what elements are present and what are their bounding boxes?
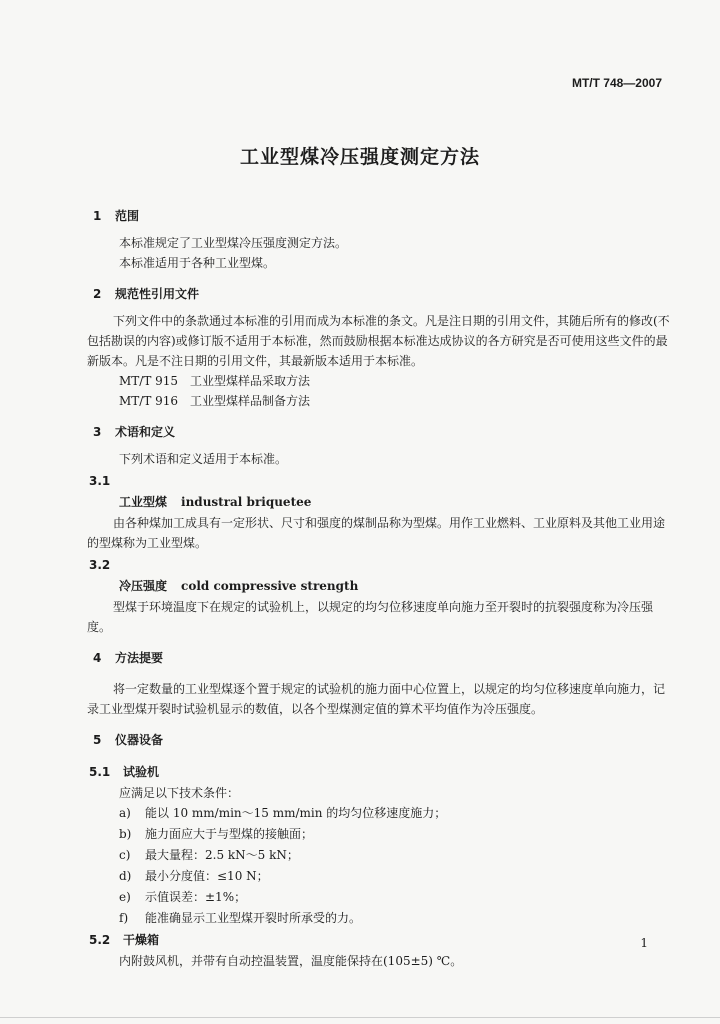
term-chinese: 工业型煤 xyxy=(119,495,168,509)
paragraph: 将一定数量的工业型煤逐个置于规定的试验机的施力面中心位置上，以规定的均匀位移速度单向施力，记录工业型煤开裂时试验机显示的数值，以各个型煤测定值的算术平均值作为冷压强度。 xyxy=(87,682,666,716)
section-number: 5 xyxy=(93,733,102,747)
list-label: d) xyxy=(119,869,132,883)
list-item xyxy=(93,803,663,824)
section-heading xyxy=(93,203,663,229)
page-bottom-rule xyxy=(0,1017,720,1018)
list-item xyxy=(93,845,663,866)
term-entry xyxy=(93,491,663,513)
paragraph: 本标准规定了工业型煤冷压强度测定方法。 xyxy=(119,236,348,250)
subsection-number: 5.2 xyxy=(89,933,111,947)
list-item xyxy=(93,908,663,929)
term-definition: 型煤于环境温度下在规定的试验机上，以规定的均匀位移速度单向施力至开裂时的抗裂强度称为冷压强度。 xyxy=(87,600,654,634)
document-body xyxy=(87,203,670,971)
clause-number: 3.1 xyxy=(89,474,111,488)
list-text: 最小分度值：≤10 N； xyxy=(145,869,269,883)
subsection-title: 试验机 xyxy=(123,765,160,779)
subsection-title: 干燥箱 xyxy=(123,933,160,947)
section-title: 术语和定义 xyxy=(115,425,176,439)
section-title: 规范性引用文件 xyxy=(115,287,200,301)
list-label: c) xyxy=(119,848,131,862)
paragraph: 下列文件中的条款通过本标准的引用而成为本标准的条文。凡是注日期的引用文件，其随后所有的修改(不包括勘误的内容)或修订版不适用于本标准，然而鼓励根据本标准达成协议的各方研究是否可使用这些文件的最新版本。凡是不注日期的引用文件，其最新版本适用于本标准。 xyxy=(87,314,670,368)
paragraph: 本标准适用于各种工业型煤。 xyxy=(119,256,276,270)
list-label: a) xyxy=(119,806,131,820)
section-title: 范围 xyxy=(115,209,140,223)
list-text: 示值误差：±1%； xyxy=(145,890,247,904)
clause-number: 3.2 xyxy=(89,558,111,572)
section-number: 2 xyxy=(93,287,102,301)
list-label: f) xyxy=(119,911,129,925)
paragraph: 应满足以下技术条件： xyxy=(119,786,240,800)
page-number: 1 xyxy=(640,936,648,950)
term-english: industral briquetee xyxy=(181,495,312,509)
term-chinese: 冷压强度 xyxy=(119,579,168,593)
subsection-number: 5.1 xyxy=(89,765,111,779)
term-english: cold compressive strength xyxy=(181,579,359,593)
list-item xyxy=(93,824,663,845)
normative-reference: MT/T 916 工业型煤样品制备方法 xyxy=(119,394,311,408)
subsection-heading xyxy=(89,761,663,783)
subsection-heading xyxy=(89,929,663,951)
list-text: 最大量程：2.5 kN～5 kN； xyxy=(145,848,299,862)
list-label: b) xyxy=(119,827,132,841)
list-text: 施力面应大于与型煤的接触面； xyxy=(145,827,314,841)
list-item xyxy=(93,887,663,908)
paragraph: 内附鼓风机，并带有自动控温装置，温度能保持在(105±5) ℃。 xyxy=(119,954,463,968)
section-number: 4 xyxy=(93,651,102,665)
list-label: e) xyxy=(119,890,131,904)
list-text: 能准确显示工业型煤开裂时所承受的力。 xyxy=(145,911,362,925)
list-item xyxy=(93,866,663,887)
term-entry xyxy=(93,575,663,597)
list-text: 能以 10 mm/min～15 mm/min 的均匀位移速度施力； xyxy=(145,806,447,820)
section-number: 1 xyxy=(93,209,102,223)
section-heading xyxy=(93,645,663,671)
section-title: 方法提要 xyxy=(115,651,164,665)
section-number: 3 xyxy=(93,425,102,439)
standard-code: MT/T 748—2007 xyxy=(571,76,662,90)
section-heading xyxy=(93,419,663,445)
document-title: 工业型煤冷压强度测定方法 xyxy=(239,146,480,168)
normative-reference: MT/T 915 工业型煤样品采取方法 xyxy=(119,374,311,388)
section-heading xyxy=(93,727,663,753)
paragraph: 下列术语和定义适用于本标准。 xyxy=(119,452,288,466)
term-definition: 由各种煤加工成具有一定形状、尺寸和强度的煤制品称为型煤。用作工业燃料、工业原料及其他工业用途的型煤称为工业型煤。 xyxy=(87,516,666,550)
section-title: 仪器设备 xyxy=(115,733,164,747)
section-heading xyxy=(93,281,663,307)
